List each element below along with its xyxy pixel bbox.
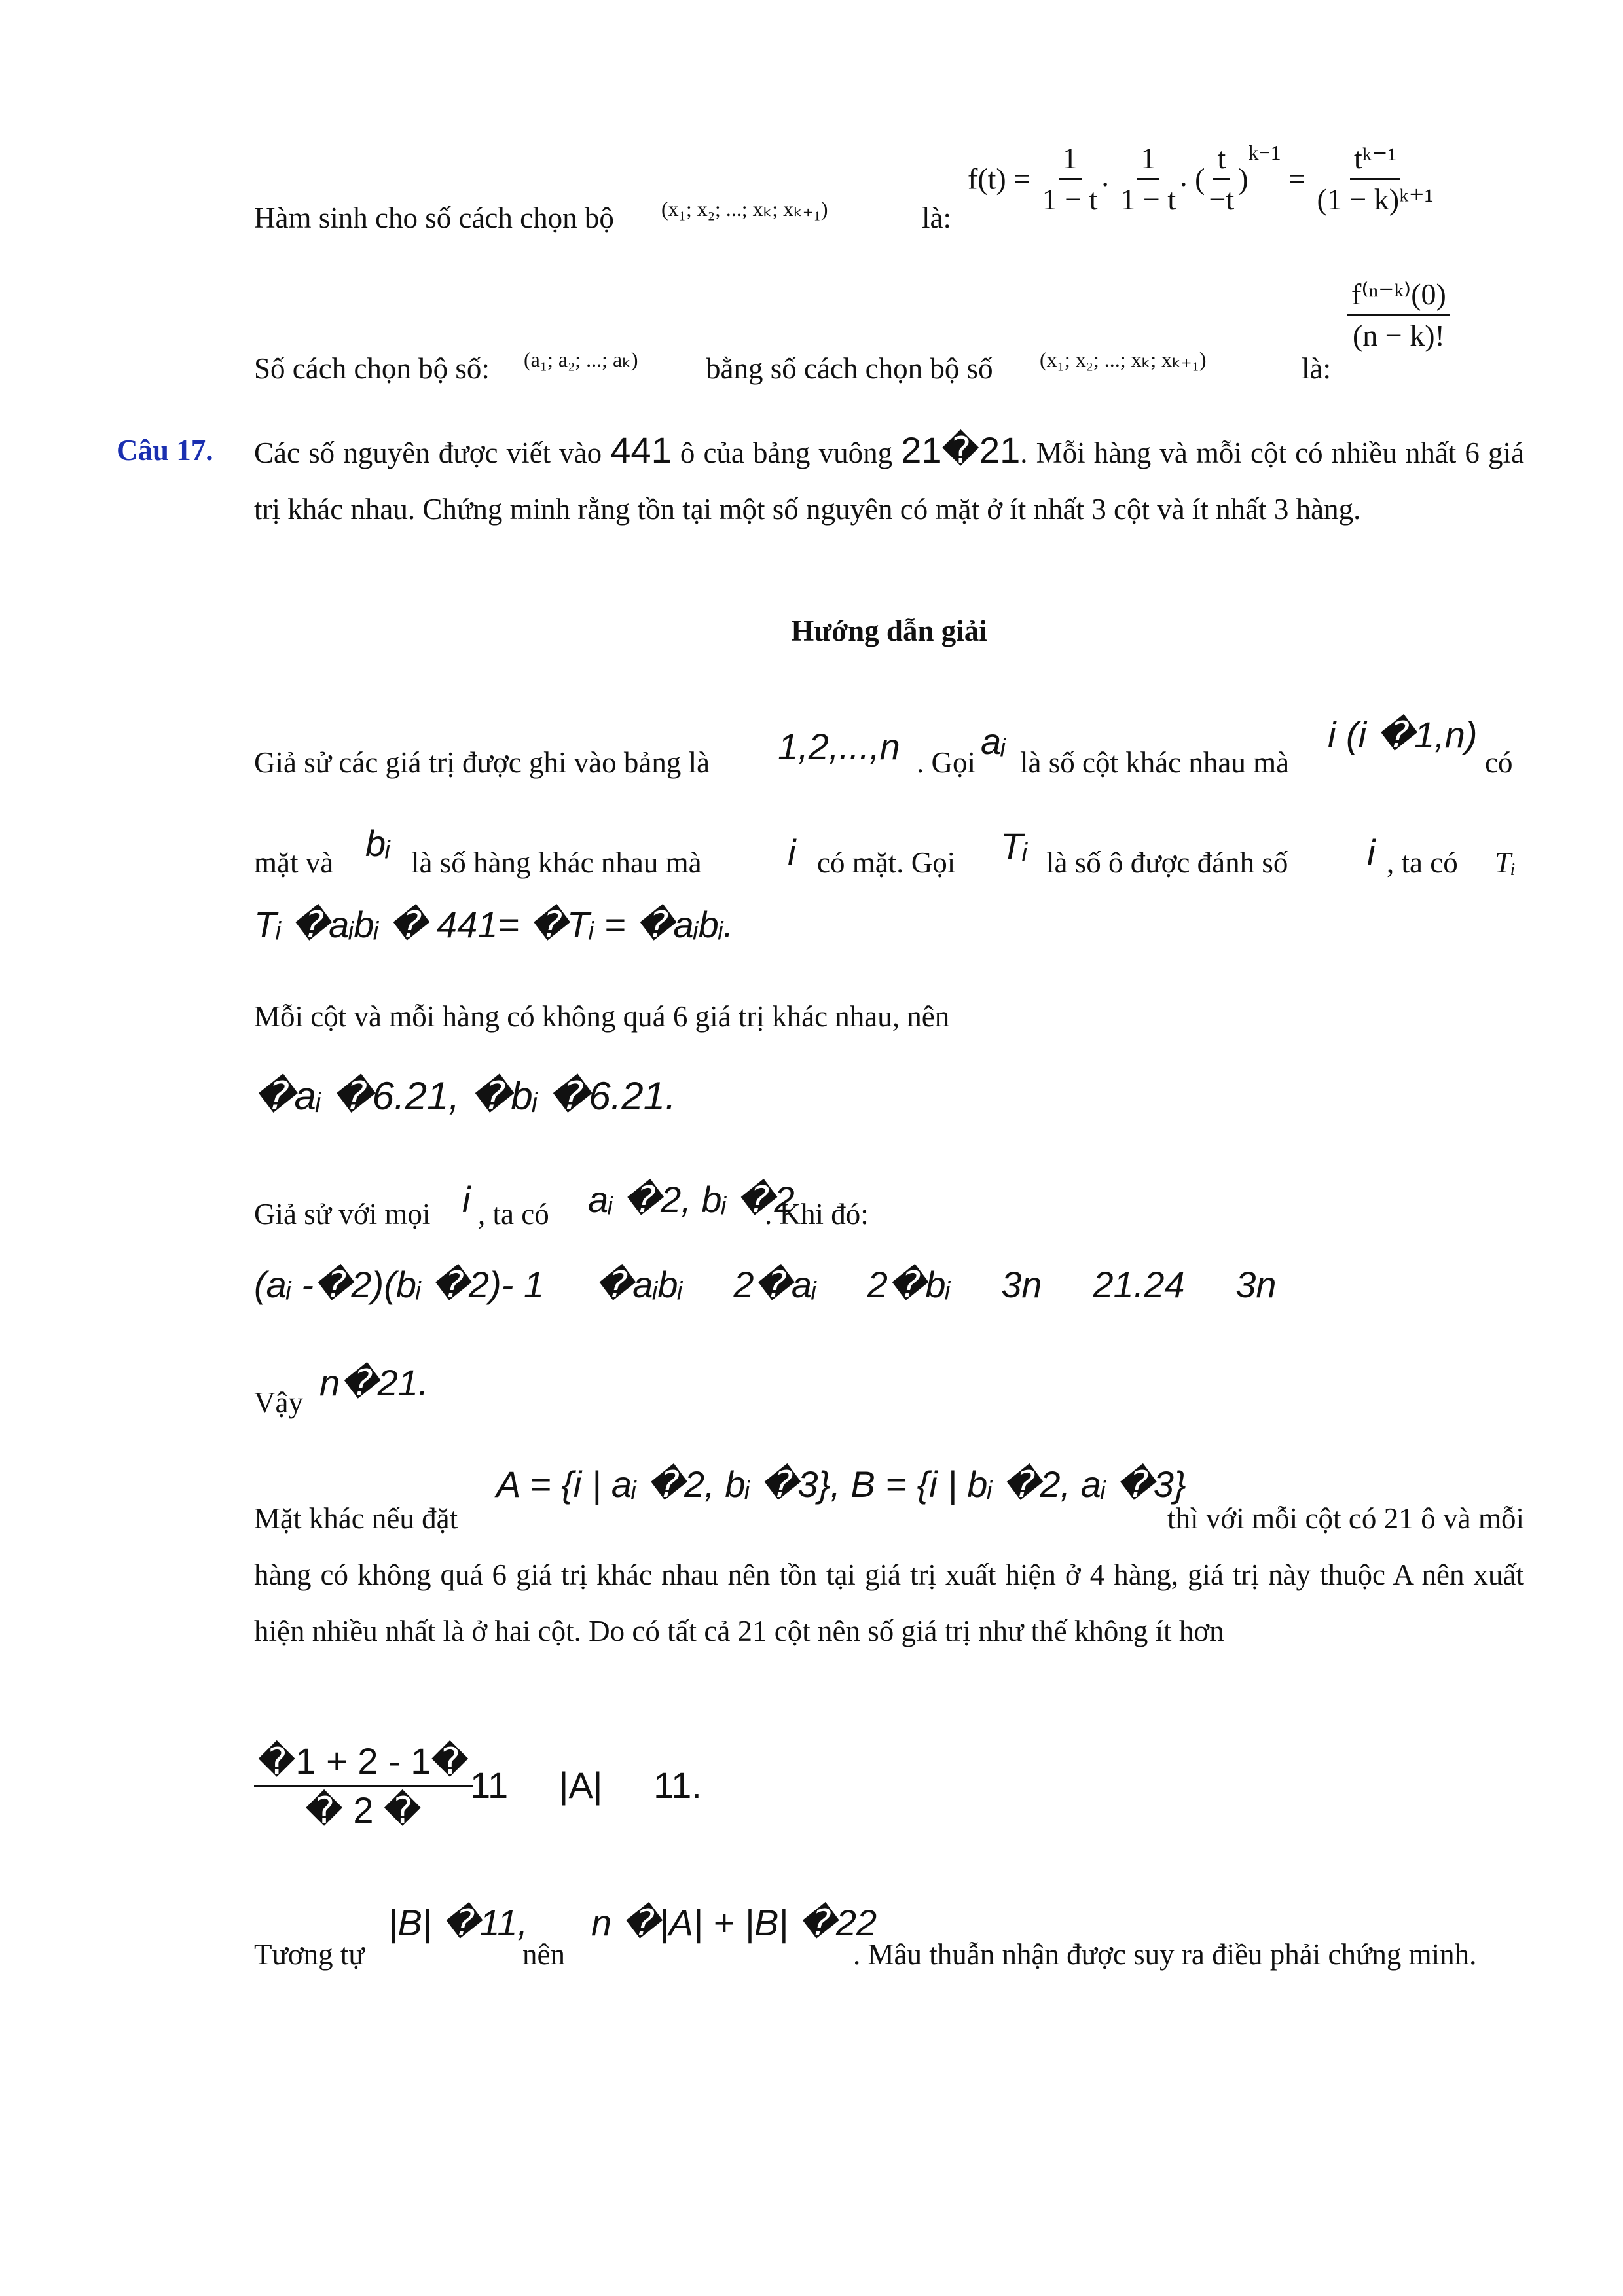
para-mid: bằng số cách chọn bộ số <box>706 352 993 385</box>
para-text: . Gọi <box>917 746 976 779</box>
fraction-den: −t <box>1209 182 1235 216</box>
fraction <box>1038 139 1102 219</box>
para-text: Số cách chọn bộ số: <box>254 352 490 385</box>
fraction-num: t <box>1213 139 1230 180</box>
tuple-x: (x₁; x₂; ...; xₖ; xₖ₊₁) <box>1040 348 1207 371</box>
math-a-i: aᵢ <box>981 721 1006 762</box>
para-suffix: là: <box>922 202 951 234</box>
para-text: Hàm sinh cho số cách chọn bộ <box>254 202 614 234</box>
para-text: Giả sử với mọi <box>254 1198 431 1230</box>
solution-para-5 <box>254 1456 1524 1718</box>
power: k−1 <box>1248 141 1281 164</box>
para-text: là số ô được đánh số <box>1046 846 1288 879</box>
equation-T-sum: Tᵢ �aᵢbᵢ � 441= �Tᵢ = �aᵢbᵢ. <box>254 904 734 945</box>
math-ai-bi-assumption: aᵢ �2, bᵢ �2 <box>588 1179 795 1220</box>
math-21x21: 21�21 <box>901 429 1021 471</box>
solution-para-4 <box>254 1355 647 1427</box>
fraction-num: 1 <box>1059 139 1082 180</box>
para-text: Mặt khác nếu đặt <box>254 1502 458 1535</box>
math-i: i <box>1367 832 1376 873</box>
math-n-AB-bound: n �|A| + |B| �22 <box>591 1902 877 1943</box>
para-text: nên <box>522 1938 565 1971</box>
para-text: mặt và <box>254 846 334 879</box>
para-suffix: là: <box>1302 352 1331 385</box>
para-text: , ta có <box>478 1198 549 1230</box>
solution-heading: Hướng dẫn giải <box>791 615 987 647</box>
question-text-part: Các số nguyên được viết vào <box>254 437 602 469</box>
math-T-i: Tᵢ <box>1000 825 1028 867</box>
fraction-den: (1 − k)ᵏ⁺¹ <box>1317 182 1434 216</box>
para-text: có mặt. Gọi <box>817 846 956 879</box>
para-text: Tương tự <box>254 1938 365 1971</box>
math-i-range: i (i �1,n) <box>1328 714 1478 755</box>
math-T-i: Tᵢ <box>1495 846 1516 879</box>
fraction-num: 1 <box>1137 139 1159 180</box>
para-text: có <box>1485 746 1513 779</box>
para-text: là số hàng khác nhau mà <box>411 846 702 879</box>
para-text: . Khi đó: <box>765 1198 869 1230</box>
para-text: . Mâu thuẫn nhận được suy ra điều phải chứng minh. <box>853 1938 1477 1971</box>
fraction <box>1116 139 1180 219</box>
fraction-den: � 2 � <box>305 1789 422 1831</box>
math-441: 441 <box>610 429 672 471</box>
question-label: Câu 17. <box>117 434 213 467</box>
para-selection-count <box>254 275 1524 406</box>
question-text-part: ô của bảng vuông <box>680 437 893 469</box>
solution-para-2: Mỗi cột và mỗi hàng có không quá 6 giá trị khác nhau, nên <box>254 1000 950 1033</box>
fraction <box>254 1738 473 1834</box>
math-n-bound: n�21. <box>319 1362 429 1403</box>
para-text: thì với mỗi cột có 21 ô và mỗi hàng có không quá 6 giá trị khác nhau nên tồn tại giá trị xuất hiện ở 4 hàng, giá trị này thuộc A nên xuất hiện nhiều nhất là ở hai cột. Do có tất cả 21 cột nên số giá trị như thế không ít hơn <box>254 1502 1524 1647</box>
tuple-x: (x₁; x₂; ...; xₖ; xₖ₊₁) <box>661 197 828 221</box>
tuple-a: (a₁; a₂; ...; aₖ) <box>524 348 638 371</box>
fraction-f-derivative <box>1347 275 1450 355</box>
fraction-num: f⁽ⁿ⁻ᵏ⁾(0) <box>1347 275 1450 316</box>
math-B-bound: |B| �11, <box>388 1902 528 1943</box>
question-text-part: . Mỗi hàng và mỗi cột có nhiều nhất 6 giá trị khác nhau. Chứng minh rằng tồn tại một số nguyên có mặt ở ít nhất 3 cột và ít nhất 3 hàng. <box>254 437 1525 526</box>
equation-ceiling <box>254 1738 778 1849</box>
question-17 <box>117 422 1524 592</box>
math-1-to-n: 1,2,...,n <box>778 726 900 767</box>
math-i: i <box>462 1179 471 1220</box>
para-generating-function <box>254 124 1524 255</box>
math-i: i <box>788 832 796 873</box>
formula-lhs: f(t) = <box>968 162 1031 196</box>
fraction-den: 1 − t <box>1042 182 1098 216</box>
fraction <box>1313 139 1438 219</box>
fraction-num: �1 + 2 - 1� <box>254 1738 473 1787</box>
fraction-den: 1 − t <box>1120 182 1176 216</box>
equation-sum-bounds: �aᵢ �6.21, �bᵢ �6.21. <box>254 1074 676 1118</box>
solution-para-1 <box>254 687 1524 884</box>
fraction <box>1205 139 1238 219</box>
question-text <box>254 422 1524 537</box>
fraction-num: tᵏ⁻¹ <box>1350 139 1400 180</box>
formula-f-t: f(t) = $\frac{1}{1 - t}$ . $\frac{1}{1 - t}$ . ( $\frac{t}{-t}$ )$^{k-1}$ = $\frac{\text{tᵏ⁻¹}}{\text{(1 − k)ᵏ⁺¹}}$ <box>968 124 1438 219</box>
equation-product-bound: (aᵢ -�2)(bᵢ �2)- 1 �aᵢbᵢ 2�aᵢ 2�bᵢ 3n 21.24 3n <box>254 1264 1277 1305</box>
fraction-den: (n − k)! <box>1352 319 1445 352</box>
para-text: là số cột khác nhau mà <box>1020 746 1290 779</box>
para-text: Vậy <box>254 1386 303 1419</box>
math-sets-A-B: A = {i | aᵢ �2, bᵢ �3}, B = {i | bᵢ �2, aᵢ �3} <box>496 1463 1186 1505</box>
math-b-i: bᵢ <box>365 823 391 864</box>
para-text: Giả sử các giá trị được ghi vào bảng là <box>254 746 710 779</box>
para-text: , ta có <box>1387 846 1458 879</box>
solution-para-6 <box>254 1895 1524 2039</box>
solution-para-3 <box>254 1172 1524 1244</box>
equation-rest: 11 |A| 11. <box>470 1765 702 1806</box>
